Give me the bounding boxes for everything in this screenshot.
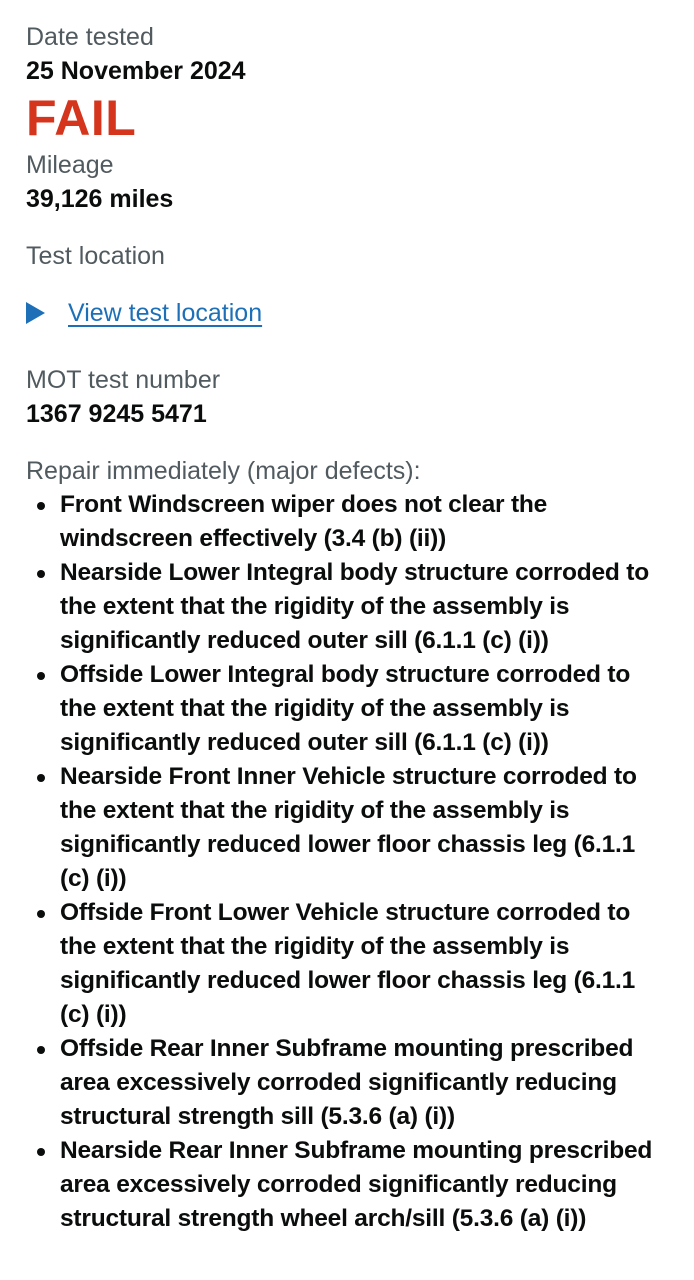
defect-item: Nearside Lower Integral body structure corroded to the extent that the rigidity of the assembly is significantly reduced outer sill (6.1.1 (c) (i)) — [26, 556, 668, 658]
view-test-location-toggle[interactable] — [26, 296, 668, 330]
date-tested-value: 25 November 2024 — [26, 57, 246, 85]
defect-item: Offside Rear Inner Subframe mounting prescribed area excessively corroded significantly reducing structural strength sill (5.3.6 (a) (i)) — [26, 1032, 668, 1134]
view-test-location-link[interactable]: View test location — [68, 299, 263, 327]
test-result-status: FAIL — [26, 90, 137, 146]
date-tested-label: Date tested — [26, 23, 154, 51]
defect-item: Offside Lower Integral body structure corroded to the extent that the rigidity of the assembly is significantly reduced outer sill (6.1.1 (c) (i)) — [26, 658, 668, 760]
mileage-label: Mileage — [26, 151, 114, 179]
triangle-right-icon — [26, 302, 45, 324]
defect-item: Offside Front Lower Vehicle structure corroded to the extent that the rigidity of the assembly is significantly reduced lower floor chassis leg (6.1.1 (c) (i)) — [26, 896, 668, 1032]
spacer — [26, 330, 668, 363]
defect-item: Front Windscreen wiper does not clear the windscreen effectively (3.4 (b) (ii)) — [26, 488, 668, 556]
major-defects-list — [26, 488, 668, 1236]
mot-test-number-label: MOT test number — [26, 366, 221, 394]
mileage-value: 39,126 miles — [26, 185, 174, 213]
test-location-label: Test location — [26, 242, 165, 270]
spacer — [26, 216, 668, 239]
major-defects-heading: Repair immediately (major defects): — [26, 457, 421, 485]
defect-item: Nearside Front Inner Vehicle structure corroded to the extent that the rigidity of the assembly is significantly reduced lower floor chassis leg (6.1.1 (c) (i)) — [26, 760, 668, 896]
spacer — [26, 431, 668, 454]
defect-item: Nearside Rear Inner Subframe mounting prescribed area excessively corroded significantly reducing structural strength wheel arch/sill (5.3.6 (a) (i)) — [26, 1134, 668, 1236]
mot-test-number-value: 1367 9245 5471 — [26, 400, 207, 428]
